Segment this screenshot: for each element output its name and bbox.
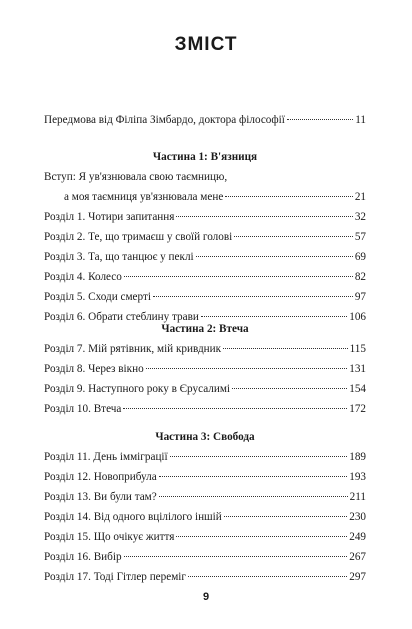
toc-entry-page: 193: [349, 471, 366, 483]
toc-entry: [44, 487, 366, 507]
leader-dots: [234, 236, 353, 237]
toc-entry-label: Розділ 2. Те, що тримаєш у своїй голові: [44, 231, 233, 243]
page-number: 9: [202, 591, 210, 603]
toc-entry-page: 189: [349, 451, 366, 463]
toc-entry-label: Передмова від Філіпа Зімбардо, доктора філософії: [44, 114, 285, 126]
leader-dots: [123, 408, 347, 409]
toc-entry-label: Розділ 16. Вибір: [44, 551, 122, 563]
toc-entry-page: 97: [354, 291, 366, 303]
toc-entry-preface: [44, 110, 366, 130]
toc-entry-page: 82: [354, 271, 366, 283]
toc-entry: [44, 399, 366, 419]
toc-entry: [44, 287, 366, 307]
toc-entry-label: Розділ 10. Втеча: [44, 403, 122, 415]
part-heading: Частина 2: Втеча: [161, 323, 249, 335]
toc-entry-intro-line1: Вступ: Я ув'язнювала свою таємницю,: [44, 171, 228, 183]
page-title: ЗМІСТ: [174, 34, 238, 55]
toc-entry-page: 297: [349, 571, 366, 583]
toc-entry-label: Розділ 15. Що очікує життя: [44, 531, 175, 543]
leader-dots: [146, 368, 348, 369]
toc-entry-label: Розділ 14. Від одного вцілілого іншій: [44, 511, 222, 523]
leader-dots: [170, 456, 348, 457]
toc-entry-page: 106: [349, 311, 366, 323]
leader-dots: [159, 476, 348, 477]
part-2-block: [44, 319, 366, 419]
toc-entry-label: Розділ 8. Через вікно: [44, 363, 144, 375]
toc-entry-page: 115: [349, 343, 366, 355]
leader-dots: [201, 316, 347, 317]
part-heading: Частина 3: Свобода: [155, 431, 255, 443]
leader-dots: [223, 348, 348, 349]
toc-entry: [44, 267, 366, 287]
toc-entry-page: 211: [349, 491, 366, 503]
toc-entry: [44, 227, 366, 247]
leader-dots: [153, 296, 353, 297]
part-1-block: [44, 147, 366, 327]
toc-entry: [44, 467, 366, 487]
toc-entry-label: Розділ 17. Тоді Гітлер переміг: [44, 571, 186, 583]
toc-entry: [44, 507, 366, 527]
toc-entry-label: Розділ 3. Та, що танцює у пеклі: [44, 251, 194, 263]
toc-entry-page: 11: [355, 114, 366, 126]
leader-dots: [159, 496, 348, 497]
toc-entry-page: 154: [349, 383, 366, 395]
toc-entry-page: 69: [354, 251, 366, 263]
toc-entry: [44, 207, 366, 227]
toc-entry-label: Розділ 6. Обрати стеблину трави: [44, 311, 199, 323]
toc-entry: [44, 379, 366, 399]
toc-entry-label: Розділ 9. Наступного року в Єрусалимі: [44, 383, 231, 395]
toc-entry-label: Розділ 5. Сходи смерті: [44, 291, 151, 303]
leader-dots: [124, 276, 353, 277]
leader-dots: [224, 516, 347, 517]
leader-dots: [287, 119, 353, 120]
leader-dots: [124, 556, 348, 557]
toc-entry-page: 172: [349, 403, 366, 415]
toc-entry-label: Розділ 13. Ви були там?: [44, 491, 157, 503]
leader-dots: [196, 256, 353, 257]
toc-entry-page: 131: [349, 363, 366, 375]
toc-entry-label: Розділ 1. Чотири запитання: [44, 211, 175, 223]
part-3-block: [44, 427, 366, 587]
toc-entry: [44, 339, 366, 359]
toc-entry-label: Розділ 11. День імміграції: [44, 451, 168, 463]
toc-entry: [44, 527, 366, 547]
leader-dots: [176, 536, 347, 537]
toc-entry-page: 249: [349, 531, 366, 543]
leader-dots: [225, 196, 353, 197]
part-heading: Частина 1: В'язниця: [152, 151, 258, 163]
toc-entry-intro: [44, 187, 366, 207]
toc-entry-page: 267: [349, 551, 366, 563]
toc-entry-page: 32: [354, 211, 366, 223]
toc-entry-label: Розділ 12. Новоприбула: [44, 471, 157, 483]
preface-block: [44, 110, 366, 130]
toc-entry: [44, 359, 366, 379]
toc-entry-label: Розділ 4. Колесо: [44, 271, 122, 283]
toc-entry: [44, 547, 366, 567]
toc-entry-page: 230: [349, 511, 366, 523]
toc-entry: [44, 567, 366, 587]
toc-entry-label: Розділ 7. Мій рятівник, мій кривдник: [44, 343, 222, 355]
leader-dots: [232, 388, 347, 389]
toc-entry: [44, 447, 366, 467]
toc-entry: [44, 247, 366, 267]
toc-entry-page: 57: [354, 231, 366, 243]
toc-entry-label: а моя таємниця ув'язнювала мене: [64, 191, 224, 203]
leader-dots: [188, 576, 347, 577]
leader-dots: [176, 216, 352, 217]
toc-entry-page: 21: [354, 191, 366, 203]
